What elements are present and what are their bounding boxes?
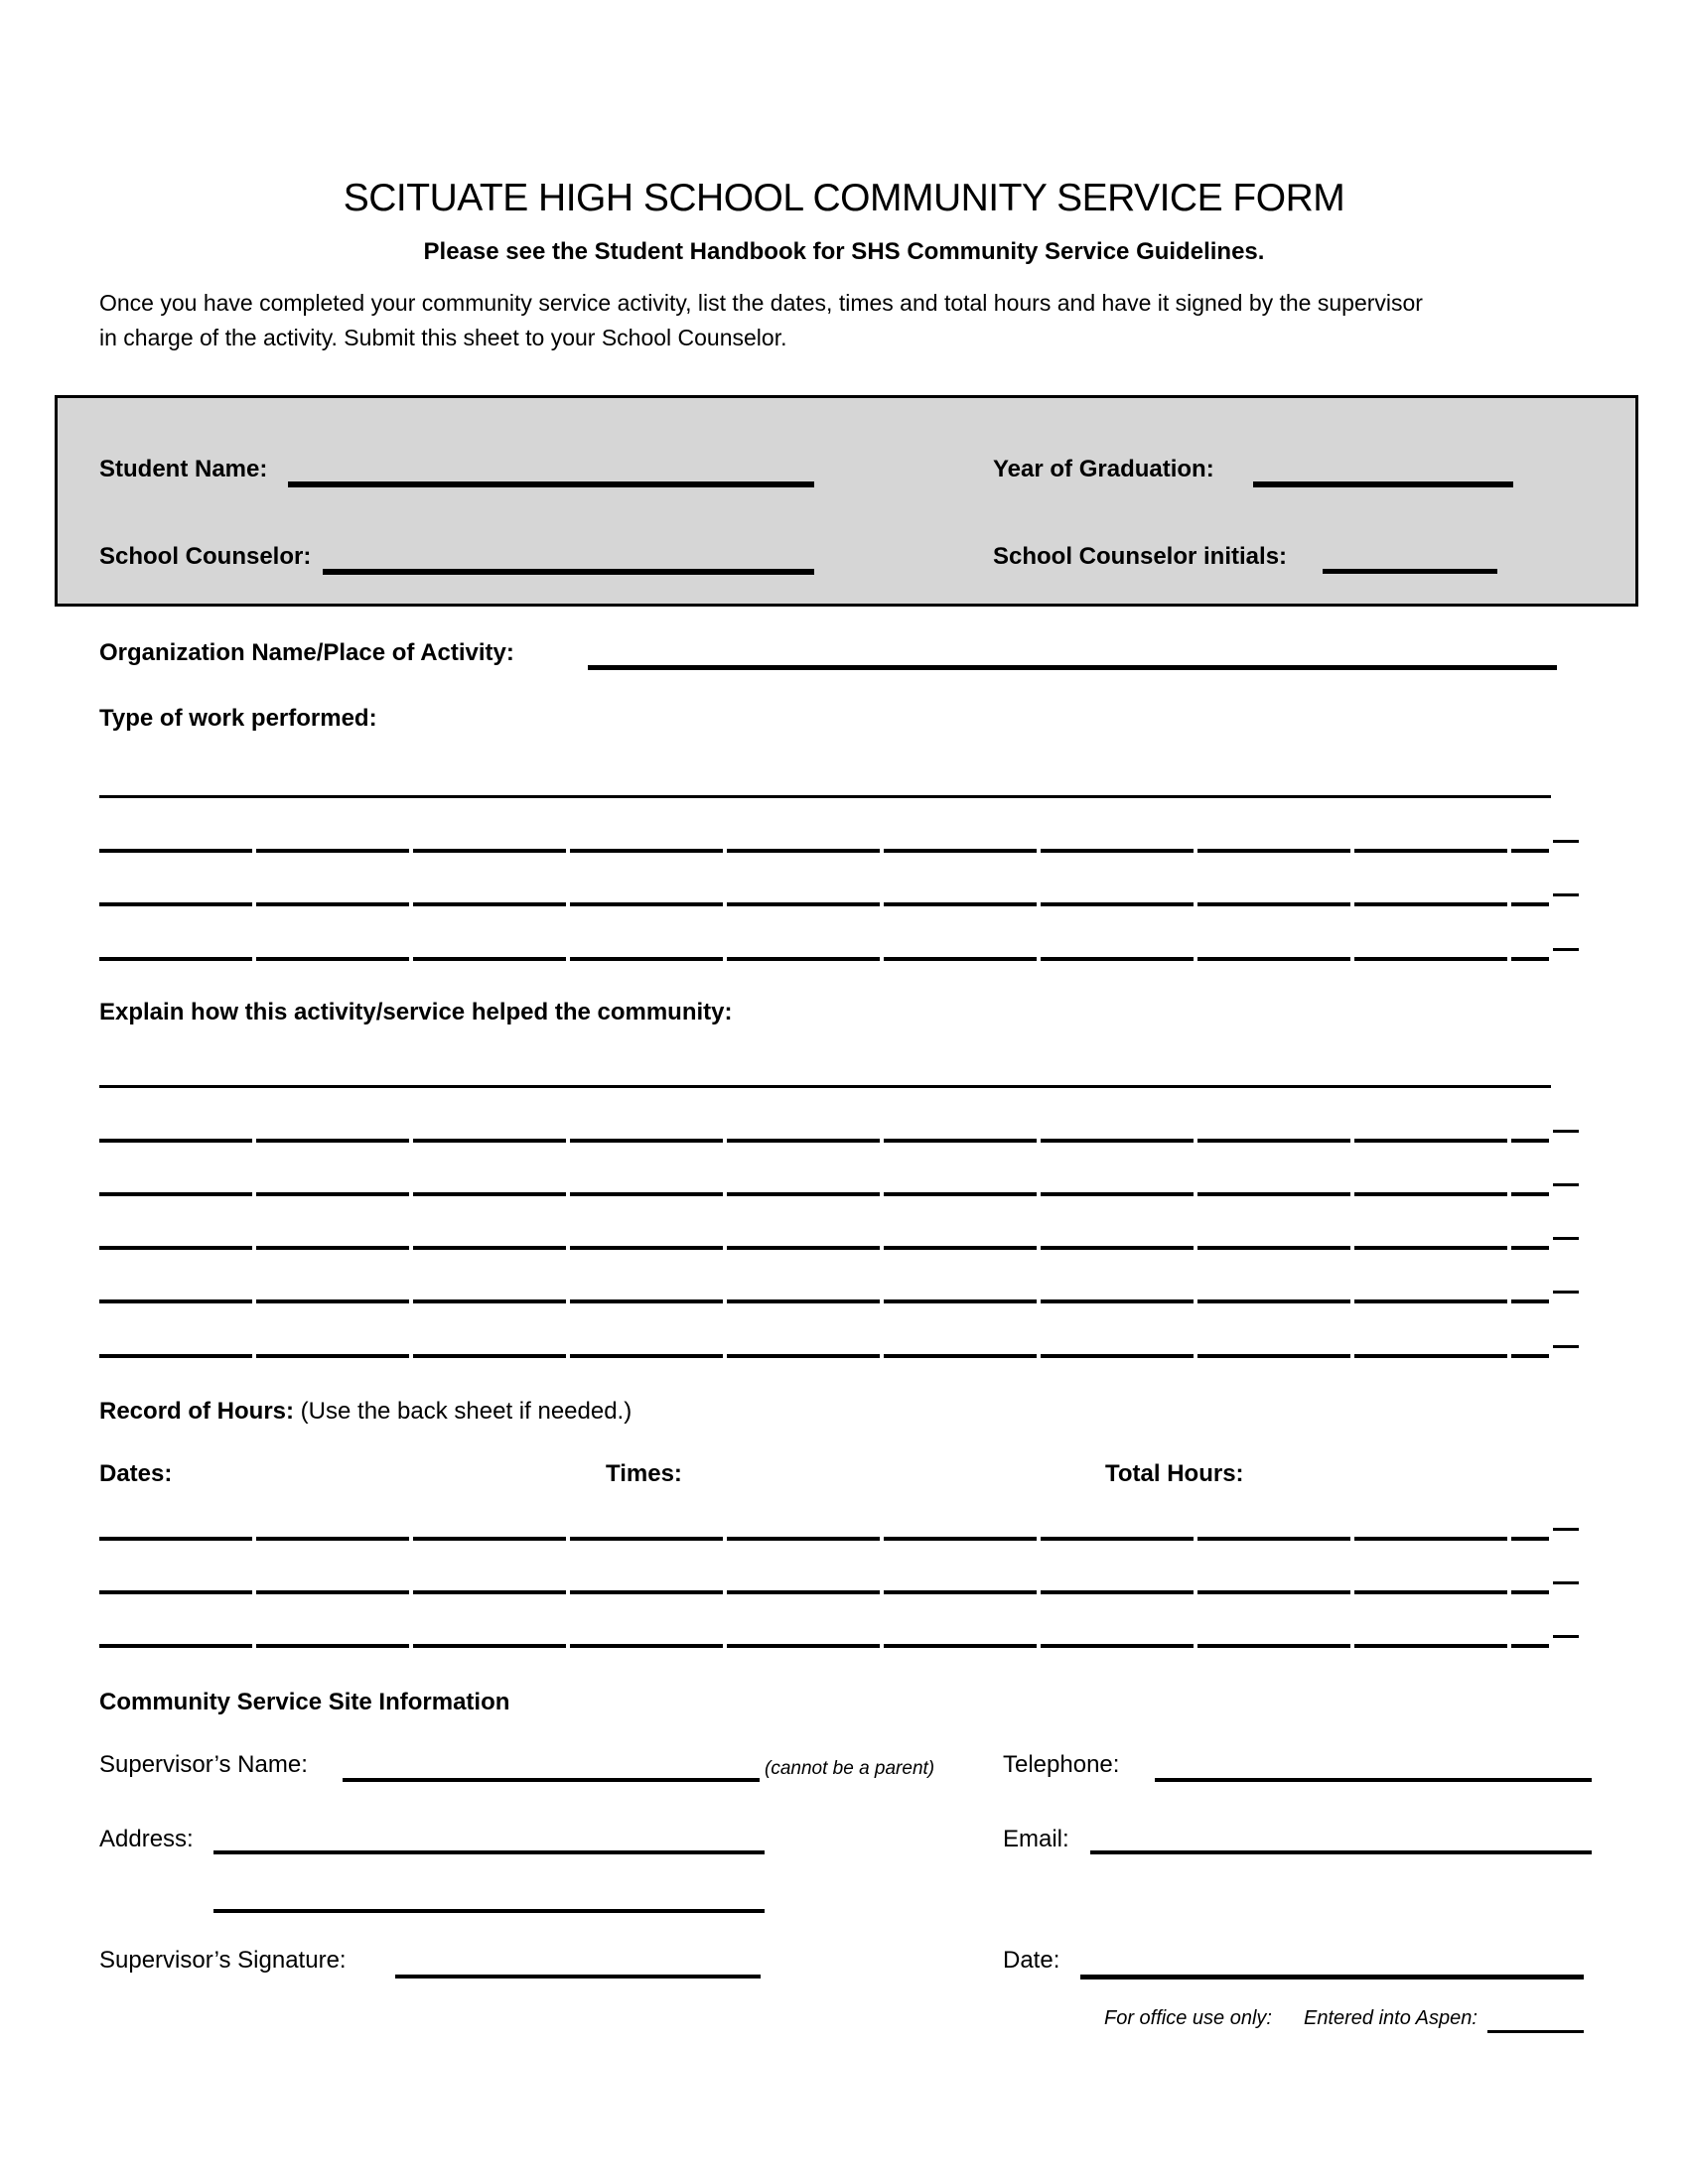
- telephone-field[interactable]: [1155, 1778, 1592, 1782]
- address-field-line-2[interactable]: [213, 1909, 765, 1913]
- dates-column-label: Dates:: [99, 1460, 173, 1487]
- organization-field[interactable]: [588, 665, 1557, 670]
- type-of-work-label: Type of work performed:: [99, 705, 377, 732]
- organization-label: Organization Name/Place of Activity:: [99, 639, 514, 666]
- explain-label: Explain how this activity/service helped the community:: [99, 999, 733, 1025]
- counselor-initials-field[interactable]: [1323, 569, 1497, 574]
- supervisor-name-label: Supervisor’s Name:: [99, 1751, 308, 1778]
- date-field[interactable]: [1080, 1975, 1584, 1979]
- office-use-label: For office use only:: [1104, 2007, 1272, 2029]
- intro-paragraph: [99, 286, 1609, 355]
- record-of-hours-note: (Use the back sheet if needed.): [294, 1398, 633, 1425]
- hours-line-1[interactable]: [99, 1537, 1549, 1541]
- school-counselor-field[interactable]: [323, 569, 814, 575]
- date-label: Date:: [1003, 1947, 1060, 1974]
- year-of-graduation-label: Year of Graduation:: [993, 456, 1214, 482]
- record-of-hours-row: [99, 1398, 632, 1426]
- type-of-work-line-3[interactable]: [99, 902, 1549, 906]
- parent-note: (cannot be a parent): [765, 1758, 935, 1779]
- supervisor-signature-label: Supervisor’s Signature:: [99, 1947, 347, 1974]
- supervisor-signature-field[interactable]: [395, 1975, 761, 1979]
- telephone-label: Telephone:: [1003, 1751, 1120, 1778]
- address-field[interactable]: [213, 1850, 765, 1854]
- page-title: SCITUATE HIGH SCHOOL COMMUNITY SERVICE FORM: [343, 177, 1345, 219]
- address-label: Address:: [99, 1826, 194, 1852]
- explain-line-1[interactable]: [99, 1085, 1551, 1088]
- counselor-initials-label: School Counselor initials:: [993, 543, 1288, 570]
- year-of-graduation-field[interactable]: [1253, 481, 1513, 487]
- student-info-box: [55, 395, 1638, 607]
- student-name-field[interactable]: [288, 481, 814, 487]
- total-hours-column-label: Total Hours:: [1105, 1460, 1244, 1487]
- student-name-label: Student Name:: [99, 456, 268, 482]
- explain-line-5[interactable]: [99, 1299, 1549, 1303]
- times-column-label: Times:: [606, 1460, 682, 1487]
- entered-into-aspen-field[interactable]: [1487, 2030, 1584, 2033]
- email-field[interactable]: [1090, 1850, 1592, 1854]
- site-info-heading: Community Service Site Information: [99, 1689, 510, 1715]
- entered-into-aspen-label: Entered into Aspen:: [1304, 2007, 1477, 2029]
- school-counselor-label: School Counselor:: [99, 543, 312, 570]
- form-subtitle: Please see the Student Handbook for SHS Community Service Guidelines.: [423, 238, 1265, 265]
- explain-line-4[interactable]: [99, 1246, 1549, 1250]
- record-of-hours-label: Record of Hours:: [99, 1398, 295, 1425]
- supervisor-name-field[interactable]: [343, 1778, 760, 1782]
- email-label: Email:: [1003, 1826, 1069, 1852]
- type-of-work-line-2[interactable]: [99, 849, 1549, 853]
- intro-line-1: Once you have completed your community service activity, list the dates, times and total hours and have it signed by the supervisor: [99, 290, 1423, 316]
- intro-line-2: in charge of the activity. Submit this sheet to your School Counselor.: [99, 325, 787, 350]
- explain-line-3[interactable]: [99, 1192, 1549, 1196]
- explain-line-2[interactable]: [99, 1139, 1549, 1143]
- hours-line-2[interactable]: [99, 1590, 1549, 1594]
- hours-line-3[interactable]: [99, 1644, 1549, 1648]
- explain-line-6[interactable]: [99, 1354, 1549, 1358]
- type-of-work-line-4[interactable]: [99, 957, 1549, 961]
- type-of-work-line-1[interactable]: [99, 795, 1551, 798]
